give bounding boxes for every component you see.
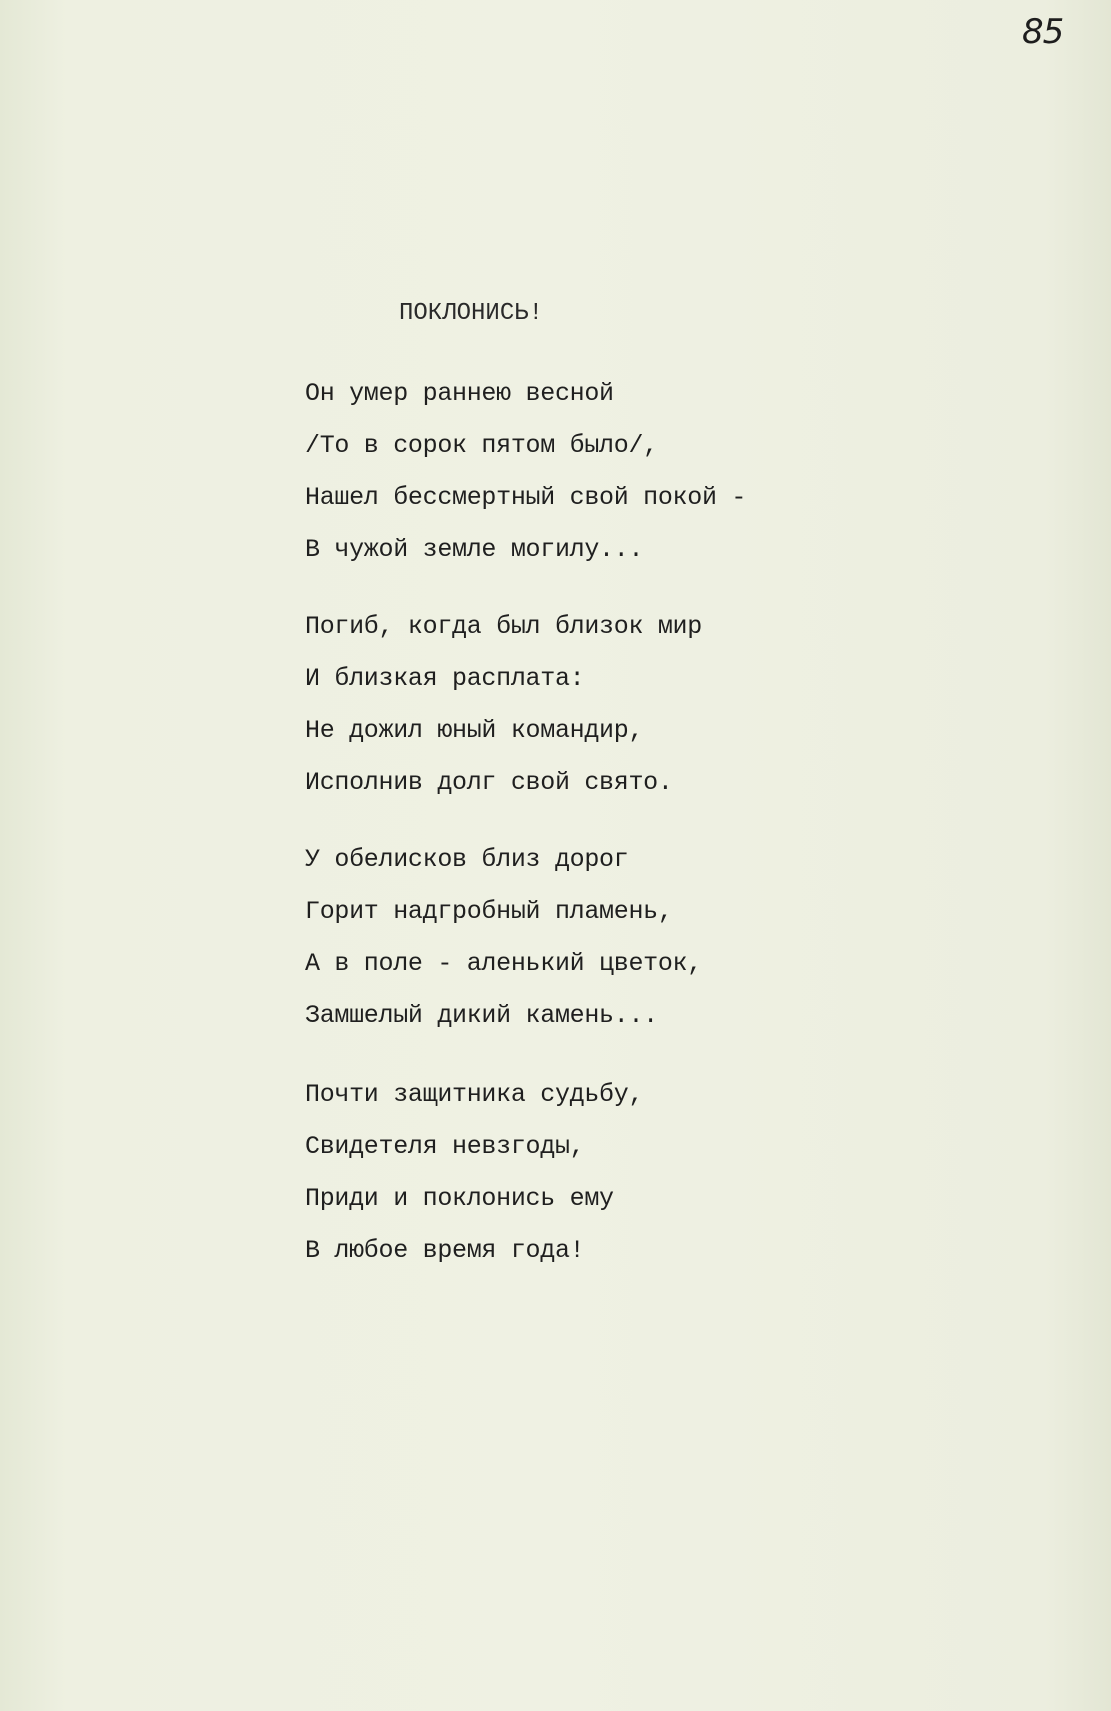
poem-line: Он умер раннею весной — [305, 379, 614, 408]
poem-line: У обелисков близ дорог — [305, 845, 629, 874]
poem-line: В чужой земле могилу... — [305, 535, 644, 564]
poem-line: Погиб, когда был близок мир — [305, 612, 702, 641]
poem-line: Приди и поклонись ему — [305, 1184, 614, 1213]
poem-line: Нашел бессмертный свой покой - — [305, 483, 747, 512]
poem-line: И близкая расплата: — [305, 664, 585, 693]
stanza-1 — [305, 368, 746, 576]
stanza-2 — [305, 601, 702, 809]
poem-title: ПОКЛОНИСЬ! — [399, 300, 544, 327]
poem-line: Исполнив долг свой свято. — [305, 768, 673, 797]
poem-line: Замшелый дикий камень... — [305, 1001, 658, 1030]
poem-line: Почти защитника судьбу, — [305, 1080, 644, 1109]
poem-line: А в поле - аленький цветок, — [305, 949, 702, 978]
poem-line: В любое время года! — [305, 1236, 585, 1265]
stanza-3 — [305, 834, 702, 1042]
poem-line: Горит надгробный пламень, — [305, 897, 673, 926]
page-number: 85 — [1022, 12, 1064, 52]
poem-line: Не дожил юный командир, — [305, 716, 644, 745]
poem-line: Свидетеля невзгоды, — [305, 1132, 585, 1161]
stanza-4 — [305, 1069, 643, 1277]
poem-line: /То в сорок пятом было/, — [305, 431, 658, 460]
